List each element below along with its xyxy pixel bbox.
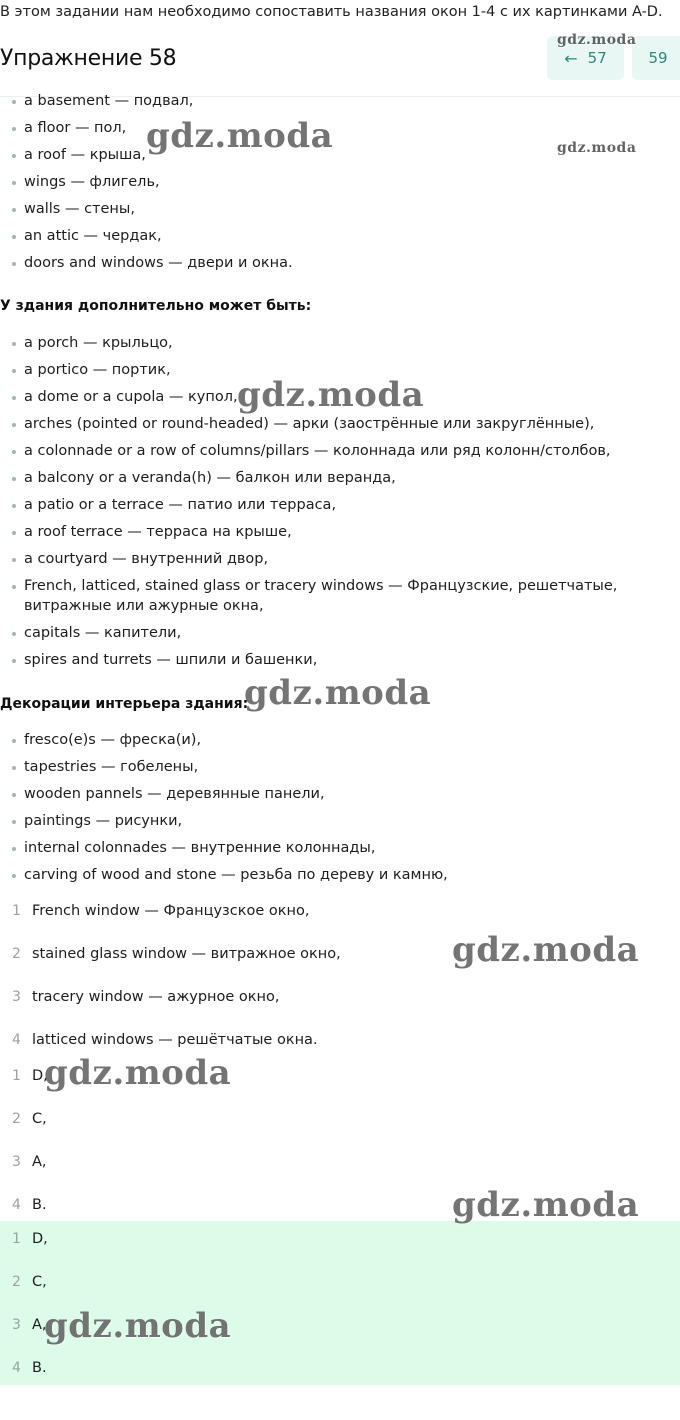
item-number: 1	[12, 1231, 21, 1247]
windows-list	[0, 901, 680, 1073]
item-text: latticed windows — решётчатые окна.	[32, 1032, 318, 1048]
list-item: wings — флигель,	[0, 172, 680, 192]
list-item: spires and turrets — шпили и башенки,	[0, 650, 680, 670]
watermark: gdz.moda	[452, 1185, 640, 1225]
watermark: gdz.moda	[452, 930, 640, 970]
numbered-item	[0, 1109, 680, 1152]
list-item: capitals — капители,	[0, 623, 680, 643]
watermark: gdz.moda	[44, 1306, 232, 1346]
list-item: a portico — портик,	[0, 360, 680, 380]
list-item: arches (pointed or round-headed) — арки (заострённые или закруглённые),	[0, 414, 680, 434]
item-text: C,	[32, 1274, 47, 1290]
list-item: French, latticed, stained glass or tracery windows — Французские, решетчатые, витражные или ажурные окна,	[0, 576, 680, 616]
list-item: internal colonnades — внутренние колоннады,	[0, 838, 680, 858]
list-item: doors and windows — двери и окна.	[0, 253, 680, 273]
answer-box	[0, 1221, 680, 1385]
prev-exercise-label: 57	[587, 49, 607, 67]
item-number: 3	[12, 1154, 21, 1170]
extra-parts-heading: У здания дополнительно может быть:	[0, 298, 312, 314]
item-text: D,	[32, 1231, 48, 1247]
numbered-item	[0, 1229, 680, 1272]
item-text: tracery window — ажурное окно,	[32, 989, 280, 1005]
item-text: A,	[32, 1154, 47, 1170]
list-item: a basement — подвал,	[0, 91, 680, 111]
item-number: 4	[12, 1197, 21, 1213]
item-text: D,	[32, 1068, 48, 1084]
item-text: B.	[32, 1197, 47, 1213]
list-item: walls — стены,	[0, 199, 680, 219]
item-number: 4	[12, 1360, 21, 1376]
arrow-left-icon: ←	[564, 48, 578, 68]
item-number: 3	[12, 1317, 21, 1333]
list-item: a courtyard — внутренний двор,	[0, 549, 680, 569]
list-item: a dome or a cupola — купол,	[0, 387, 680, 407]
list-item: a patio or a terrace — патио или терраса,	[0, 495, 680, 515]
list-item: tapestries — гобелены,	[0, 757, 680, 777]
intro-text: В этом задании нам необходимо сопоставить названия окон 1-4 с их картинками A-D.	[0, 4, 663, 20]
list-item: wooden pannels — деревянные панели,	[0, 784, 680, 804]
watermark: gdz.moda	[557, 140, 637, 156]
numbered-item	[0, 1358, 680, 1401]
next-exercise-label: 59	[648, 49, 668, 67]
item-number: 4	[12, 1032, 21, 1048]
next-exercise-button[interactable]	[632, 36, 680, 80]
interior-parts-list	[0, 730, 680, 892]
list-item: a porch — крыльцо,	[0, 333, 680, 353]
building-parts-list	[0, 91, 680, 280]
list-item: fresco(e)s — фреска(и),	[0, 730, 680, 750]
item-number: 2	[12, 946, 21, 962]
list-item: a colonnade or a row of columns/pillars — колоннада или ряд колонн/столбов,	[0, 441, 680, 461]
item-number: 3	[12, 989, 21, 1005]
numbered-item	[0, 987, 680, 1030]
item-text: C,	[32, 1111, 47, 1127]
list-item: paintings — рисунки,	[0, 811, 680, 831]
item-number: 2	[12, 1111, 21, 1127]
page-title: Упражнение 58	[0, 46, 177, 71]
item-number: 1	[12, 903, 21, 919]
item-number: 1	[12, 1068, 21, 1084]
watermark: gdz.moda	[244, 673, 432, 713]
item-text: stained glass window — витражное окно,	[32, 946, 341, 962]
item-text: A,	[32, 1317, 47, 1333]
interior-heading: Декорации интерьера здания:	[0, 696, 249, 712]
watermark: gdz.moda	[146, 116, 334, 156]
list-item: carving of wood and stone — резьба по дереву и камню,	[0, 865, 680, 885]
list-item: a roof terrace — терраса на крыше,	[0, 522, 680, 542]
watermark: gdz.moda	[44, 1053, 232, 1093]
watermark: gdz.moda	[237, 375, 425, 415]
item-text: B.	[32, 1360, 47, 1376]
list-item: a balcony or a veranda(h) — балкон или веранда,	[0, 468, 680, 488]
list-item: a roof — крыша,	[0, 145, 680, 165]
watermark: gdz.moda	[557, 32, 637, 48]
list-item: a floor — пол,	[0, 118, 680, 138]
list-item: an attic — чердак,	[0, 226, 680, 246]
item-text: French window — Французское окно,	[32, 903, 310, 919]
item-number: 2	[12, 1274, 21, 1290]
